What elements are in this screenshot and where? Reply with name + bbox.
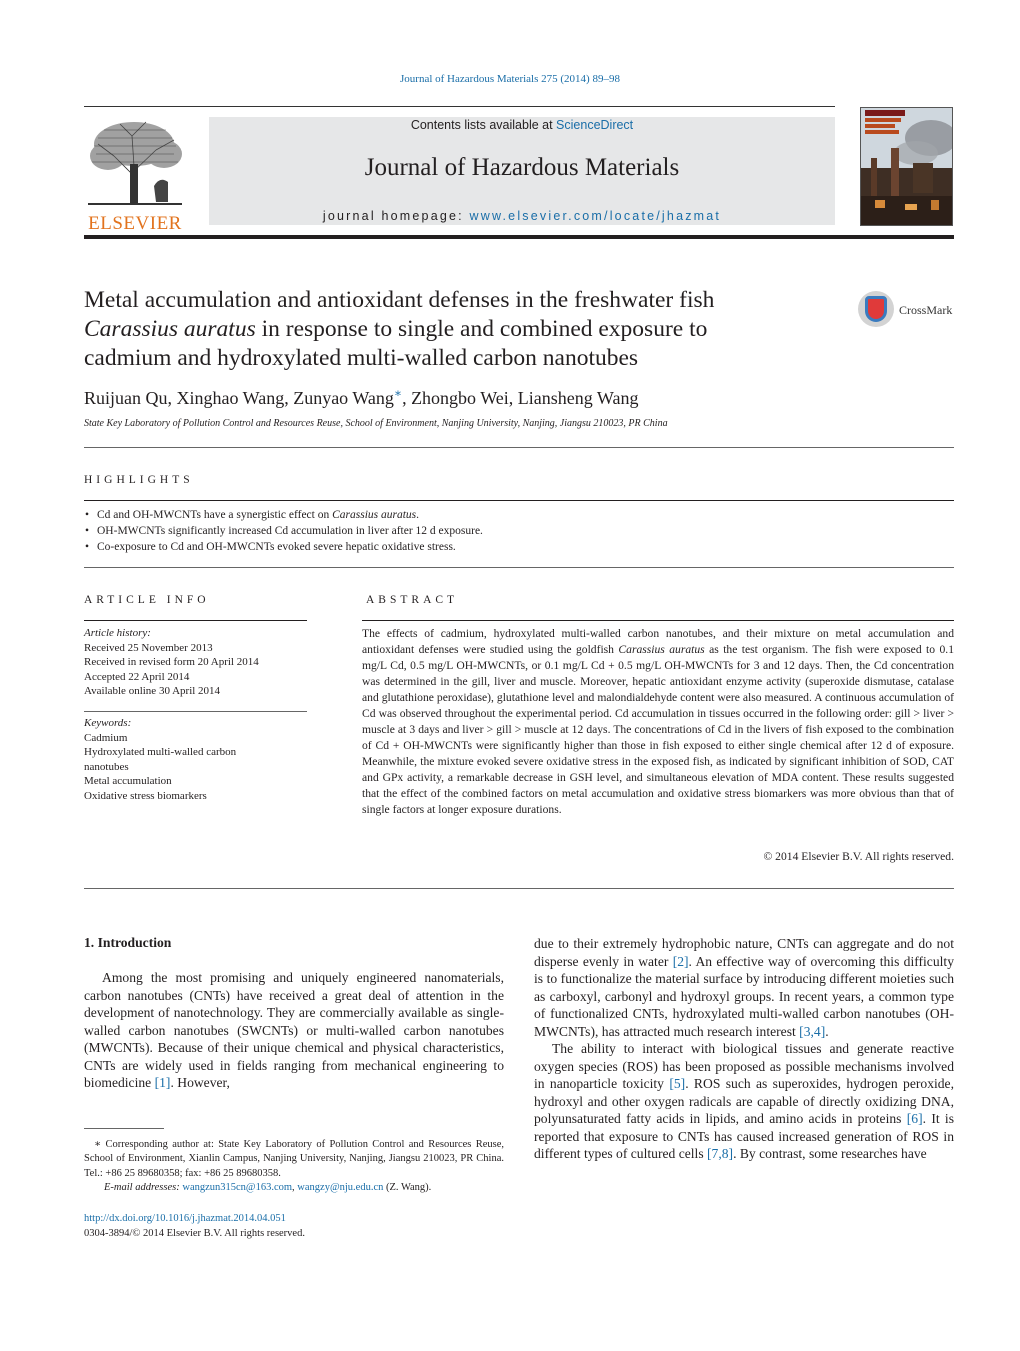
divider [362, 620, 954, 621]
email-separator: , [292, 1181, 298, 1193]
paragraph-text: . ROS such as superoxides, hydrogen peroxide, hydroxyl and other oxygen radicals are capable of directly oxidizing DNA, polyunsaturated fatty acids in lipids, and amino acids in proteins [534, 1076, 954, 1126]
abstract-text [362, 626, 954, 818]
keywords-label: Keywords: [84, 717, 132, 729]
affiliation: State Key Laboratory of Pollution Control and Resources Reuse, School of Environment, Nanjing University, Nanjing, Jiangsu 210023, PR China [84, 418, 668, 429]
received-date: Received 25 November 2013 [84, 641, 213, 654]
issn-line: 0304-3894/© 2014 Elsevier B.V. All rights reserved. [84, 1227, 305, 1239]
title-line-2 [84, 315, 844, 344]
highlights-heading: HIGHLIGHTS [84, 474, 194, 486]
title-line-1: Metal accumulation and antioxidant defenses in the freshwater fish [84, 287, 715, 313]
contents-prefix: Contents lists available at [410, 118, 557, 132]
email-label: E-mail addresses: [104, 1181, 183, 1193]
reference-link[interactable]: [2] [672, 953, 689, 969]
paragraph-text: . [825, 1023, 829, 1039]
intro-right-column [534, 935, 954, 1163]
divider [84, 888, 954, 889]
cover-illustration-icon [861, 108, 953, 226]
divider [84, 447, 954, 448]
journal-cover-image[interactable] [860, 107, 953, 226]
abstract-part-1: The effects of cadmium, hydroxylated multi-walled carbon nanotubes, and their mixture on metal accumulation and antioxidant defenses were studied using the goldfish [362, 627, 954, 656]
email-link[interactable]: wangzun315cn@163.com [182, 1181, 293, 1193]
paragraph-text: . An effective way of overcoming this difficulty is to functionalize the material surface by introducing different moieties such as carboxyl, carbonyl and hydroxyl groups. In recent years, a common type of functionalized CNTs, hydroxylated multi-walled carbon nanotubes (OH-MWCNTs), has attracted much research interest [534, 953, 954, 1039]
footnote-text [84, 1138, 504, 1181]
abstract-species: Carassius auratus [618, 643, 705, 656]
masthead [209, 117, 835, 225]
keyword: Metal accumulation [84, 775, 172, 787]
keyword: Hydroxylated multi-walled carbon [84, 746, 237, 758]
reference-link[interactable]: [7,8] [707, 1146, 734, 1161]
paragraph-text: . By contrast, some researches have [733, 1146, 927, 1161]
divider [84, 500, 954, 501]
crossmark-badge[interactable] [858, 291, 958, 329]
crossmark-label: CrossMark [899, 303, 953, 317]
footnote-emails [84, 1181, 504, 1195]
email-owner: (Z. Wang). [383, 1181, 432, 1193]
intro-left-column [84, 969, 504, 1092]
author-list [84, 386, 638, 409]
revised-date: Received in revised form 20 April 2014 [84, 656, 259, 668]
highlight-text: . [416, 509, 420, 521]
title-line-3: cadmium and hydroxylated multi-walled carbon nanotubes [84, 345, 639, 371]
doi-block [84, 1212, 305, 1241]
footnote-rule [84, 1128, 164, 1129]
doi-link[interactable]: http://dx.doi.org/10.1016/j.jhazmat.2014.04.051 [84, 1213, 286, 1224]
highlight-text: Cd and OH-MWCNTs have a synergistic effect on [97, 509, 333, 521]
article-history [84, 626, 307, 699]
reference-link[interactable]: [6] [906, 1111, 923, 1126]
crossmark-icon [858, 291, 894, 327]
paragraph-text: Among the most promising and uniquely engineered nanomaterials, carbon nanotubes (CNTs) have received a great deal of attention in the development of nanotechnology. They are commercially available as single-walled carbon nanotubes (SWCNTs) or multi-walled carbon nanotubes (MWCNTs). Because of their unique chemical and physical characteristics, CNTs are widely used in fields ranging from mechanical engineering to biomedicine [84, 970, 504, 1090]
paragraph [534, 935, 954, 1040]
elsevier-wordmark: ELSEVIER [88, 213, 182, 234]
online-date: Available online 30 April 2014 [84, 685, 221, 697]
reference-link[interactable]: [5] [669, 1076, 686, 1091]
masthead-thick-rule [84, 235, 954, 239]
highlight-item [84, 507, 483, 523]
highlight-species: Carassius auratus [332, 509, 417, 521]
paragraph [84, 969, 504, 1092]
keywords [84, 716, 307, 803]
sciencedirect-link[interactable]: ScienceDirect [556, 118, 634, 132]
highlight-item: • Co-exposure to Cd and OH-MWCNTs evoked severe hepatic oxidative stress. [84, 539, 483, 555]
keyword: Cadmium [84, 731, 128, 744]
abstract-heading: ABSTRACT [366, 594, 459, 606]
keyword: nanotubes [84, 760, 129, 773]
footnote-body: Corresponding author at: State Key Laboratory of Pollution Control and Resources Reuse, School of Environment, Xianlin Campus, Nanjing University, Nanjing, Jiangsu 210023, PR China. Tel.: +86 25 89680358; fax: +86 25 89680358. [84, 1139, 504, 1179]
divider [84, 711, 307, 712]
divider [84, 567, 954, 568]
keyword: Oxidative stress biomarkers [84, 789, 207, 802]
authors-part-2: , Zhongbo Wei, Liansheng Wang [402, 388, 639, 408]
contents-line [209, 118, 835, 132]
authors-part-1: Ruijuan Qu, Xinghao Wang, Zunyao Wang [84, 388, 394, 408]
homepage-line [209, 209, 835, 223]
journal-citation[interactable]: Journal of Hazardous Materials 275 (2014) 89–98 [400, 73, 620, 85]
elsevier-tree-icon [84, 116, 186, 206]
email-link[interactable]: wangzy@nju.edu.cn [297, 1181, 384, 1193]
abstract-copyright: © 2014 Elsevier B.V. All rights reserved. [763, 850, 954, 863]
paragraph [534, 1040, 954, 1163]
paragraph-text: due to their extremely hydrophobic nature, CNTs can aggregate and do not disperse evenly in water [534, 936, 954, 969]
homepage-prefix: journal homepage: [322, 209, 470, 223]
section-heading-introduction: 1. Introduction [84, 935, 172, 950]
corresponding-author-footnote [84, 1138, 504, 1195]
divider [84, 620, 307, 621]
elsevier-logo [84, 116, 186, 234]
article-title [84, 286, 844, 373]
journal-title: Journal of Hazardous Materials [364, 154, 680, 181]
reference-link[interactable]: [1] [154, 1075, 171, 1090]
article-info-heading: ARTICLE INFO [84, 594, 210, 606]
paragraph-text: . However, [170, 1075, 230, 1090]
history-label: Article history: [84, 627, 151, 639]
title-species: Carassius auratus [84, 316, 256, 342]
paragraph-text: . It is reported that exposure to CNTs has caused increased generation of ROS in different types of cultured cells [534, 1111, 954, 1161]
accepted-date: Accepted 22 April 2014 [84, 670, 190, 683]
footnote-star: ∗ [94, 1139, 102, 1150]
abstract-part-2: as the test organism. The fish were exposed to 0.1 mg/L Cd, 0.5 mg/L OH-MWCNTs, or 0.1 mg/L Cd + 0.5 mg/L OH-MWCNTs for 3 and 12 days. Then, the Cd concentration was determined in the gill, liver and muscle. Moreover, hepatic antioxidant enzyme activity (superoxide dismutase, catalase and glutathione peroxidase), glutathione level and malondialdehyde content were also measured. A continuous accumulation of Cd was observed throughout the experimental period. Cd accumulation in tissues occurred in the following order: gill > liver > muscle at 3 days and liver > gill > muscle at 12 days. The concentrations of Cd in the livers of fish exposed to the combination of Cd + OH-MWCNTs were significantly higher than those in fish exposed to either single chemical after 12 d of exposure. Meanwhile, the mixture evoked severe oxidative stress in the exposed fish, as indicated by significant inhibition of SOD, CAT and GPx activity, a remarkable decrease in GSH level, and simultaneous elevation of MDA content. These results suggested that the effect of the combined factors on metal accumulation and oxidative stress biomarkers was more obvious than that of single factors at longer exposure durations. [362, 643, 955, 816]
header-rule [84, 106, 835, 107]
paragraph-text: The ability to interact with biological tissues and generate reactive oxygen species (ROS) has been proposed as possible mechanisms involved in nanoparticle toxicity [534, 1041, 954, 1091]
highlights-list [84, 507, 483, 555]
corresponding-author-marker[interactable]: ∗ [393, 386, 403, 400]
reference-link[interactable]: [3,4] [799, 1023, 826, 1039]
homepage-link[interactable]: www.elsevier.com/locate/jhazmat [469, 209, 722, 223]
highlight-item: • OH-MWCNTs significantly increased Cd accumulation in liver after 12 d exposure. [84, 523, 483, 539]
title-line-2-rest: in response to single and combined exposure to [255, 316, 708, 342]
